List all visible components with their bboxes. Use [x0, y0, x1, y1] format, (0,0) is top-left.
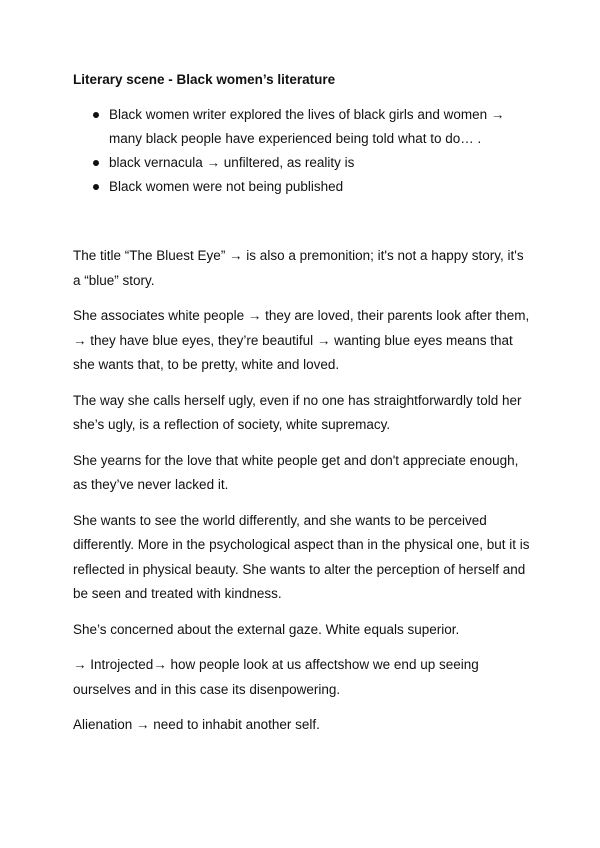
paragraph: → Introjected→ how people look at us affectshow we end up seeing ourselves and in this case its disenpowering.	[73, 657, 479, 697]
bullet-dot-icon	[93, 112, 99, 118]
bullet-item	[73, 151, 533, 175]
bullet-text: black vernacula → unfiltered, as reality is	[109, 155, 355, 170]
spacer	[73, 199, 533, 244]
paragraph: She’s concerned about the external gaze. White equals superior.	[73, 621, 460, 637]
bullet-item	[73, 175, 533, 199]
bullet-dot-icon	[93, 160, 99, 166]
paragraph: The way she calls herself ugly, even if no one has straightforwardly told her she’s ugly, is a reflection of society, white supremacy.	[73, 392, 522, 432]
paragraph: She yearns for the love that white people get and don't appreciate enough, as they’ve never lacked it.	[73, 452, 519, 492]
bullet-text: Black women writer explored the lives of black girls and women → many black people have experienced being told what to do… .	[109, 107, 505, 146]
section-heading: Literary scene - Black women’s literature	[73, 72, 336, 87]
paragraph: The title “The Bluest Eye” → is also a premonition; it's not a happy story, it's a “blue” story.	[73, 248, 524, 288]
paragraph: Alienation → need to inhabit another self.	[73, 717, 320, 732]
bullet-text: Black women were not being published	[109, 179, 344, 194]
bullet-dot-icon	[93, 184, 99, 190]
bullet-item	[73, 103, 533, 151]
paragraph: She associates white people → they are loved, their parents look after them, → they have blue eyes, they’re beautiful → wanting blue eyes means that she wants that, to be pretty, white and loved.	[73, 308, 530, 372]
paragraph: She wants to see the world differently, and she wants to be perceived differently. More in the psychological aspect than in the physical one, but it is reflected in physical beauty. She wants to alter the perception of herself and be seen and treated with kindness.	[73, 512, 530, 601]
bullet-list	[73, 103, 533, 199]
document-page	[73, 70, 533, 749]
